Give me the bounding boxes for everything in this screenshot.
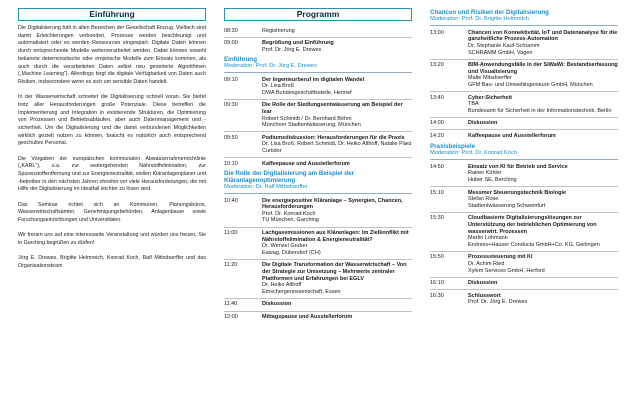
slot-body (468, 293, 618, 306)
slot-speaker: Bundesamt für Sicherheit in der Informationstechnik, Berlin (468, 107, 612, 114)
schedule-slot (430, 92, 618, 118)
slot-time: 13:00 (430, 29, 444, 36)
slot-body (262, 262, 412, 295)
section-divider (224, 193, 412, 194)
slot-speaker: Eawag, Dübendorf (CH) (262, 249, 321, 256)
schedule-slot (224, 132, 412, 158)
slot-speaker: Dr. Lisa Broß (262, 83, 295, 90)
section-divider (430, 159, 618, 160)
slot-speaker: Stefan Rose (468, 196, 499, 203)
slot-body (468, 190, 618, 210)
program-block (224, 195, 412, 323)
slot-time: 11:40 (224, 301, 238, 308)
slot-title: Einsatz von KI für Betrieb und Service (468, 163, 568, 170)
slot-time: 11:20 (224, 262, 238, 269)
slot-title: Cloudbasierte Digitalisierungslösungen zur Unterstützung der betrieblichen Optimierung von wasserwirt. Prozessen (468, 215, 597, 235)
schedule-slot (224, 195, 412, 227)
slot-speaker: Martin Lohmann (468, 235, 508, 242)
schedule-slot (224, 38, 412, 56)
slot-speaker: Dr. Stephanie Kauf-Schramm (468, 42, 540, 49)
intro-paragraph: In der Wasserwirtschaft schreitet die Digitalisierung schnell voran. Sie bietet trotz aller Herausforderungen große Potenziale. Diese betreffen die Implementierung und Integration in existierende Strukturen, die Optimierung von Prozessen und Betriebsabläufen, aber auch Datenmanagement und -sicherheit. Um die Digitalisierung und die damit verbundenen Möglichkeiten wirklich gezielt nutzen zu können, braucht es natürlich auch entsprechend geschultes Personal. (18, 94, 206, 147)
schedule-slot (224, 299, 412, 312)
schedule-slot (224, 25, 412, 38)
section-moderation: Moderation: Dr. Ralf Mittsdoerffer (224, 184, 308, 191)
slot-time: 16:10 (430, 280, 444, 287)
intro-paragraph: Die Vorgaben der europäischen kommunalen Abwasserrahmenrichtlinie („KARL“), u.a. zur weitergehenden Nährstoffelimination, zur Spurenstoffentfernung und zur Energieneutralität, stellen Kläranlagenplaner und -betreiber in den nächsten Jahren ohnehin vor viele Herausforderungen, die mit Hilfe der Digitalisierung im Idealfall leichter zu lösen sind. (18, 155, 206, 193)
slot-title: Kaffeepause und Ausstellerforum (468, 132, 556, 139)
slot-title: Registrierung (262, 27, 295, 34)
slot-body (262, 301, 412, 308)
slot-body (262, 314, 412, 321)
slot-title: Cyber-Sicherheit (468, 94, 513, 101)
slot-title: Lachgasemissionen aus Kläranlagen: Im Zielkonflikt mit Nährstoffelimination & Energieneutralität? (262, 230, 409, 243)
intro-heading: Einführung (18, 8, 206, 21)
slot-time: 11:00 (224, 230, 238, 237)
slot-speaker: Dr. Lisa Broß, Robert Schmidt, Dr. Heiko Althoff, Natalie Páez Curtidor (262, 141, 412, 154)
slot-title: Kaffeepause und Ausstellerforum (262, 160, 350, 167)
slot-title: Chancen von Konnektivität, IoT und Datenanalyse für die ganzheitliche Prozess-Automation (468, 29, 618, 43)
schedule-slot (224, 228, 412, 260)
slot-speaker: Dr. Wenzel Gruber (262, 243, 308, 250)
slot-title: Die Rolle der Siedlungsentwässerung am Beispiel der Isar (262, 102, 403, 115)
slot-body (262, 77, 412, 97)
slot-title: Podiumsdiskussion: Herausforderungen für die Praxis (262, 134, 405, 141)
slot-body (468, 280, 618, 287)
slot-title: Diskussion (468, 280, 498, 287)
slot-speaker: Huber SE, Berching (468, 177, 517, 183)
schedule-slot (430, 27, 618, 59)
slot-body (262, 161, 412, 168)
program-block (430, 161, 618, 308)
slot-title: Begrüßung und Einführung (262, 40, 334, 47)
slot-time: 14:00 (430, 120, 444, 127)
slot-time: 13:20 (430, 62, 444, 69)
slot-speaker: Prof. Dr. Jörg E. Drewes (468, 299, 528, 306)
slot-title: Messmer Steuerungstechnik Biologie (468, 189, 567, 196)
slot-body (468, 164, 618, 184)
slot-time: 09:10 (224, 76, 238, 83)
slot-time: 14:50 (430, 163, 444, 170)
program-opening (224, 25, 412, 56)
slot-speaker: Rainer Köhler (468, 170, 502, 177)
slot-title: Schlusswort (468, 292, 501, 299)
slot-body (262, 135, 412, 155)
intro-column (18, 8, 206, 278)
slot-speaker: GFM Bau- und Umweltingenieure GmbH, München (468, 81, 593, 88)
section-title: Chancen und Risiken der Digitalisierung (430, 9, 549, 16)
slot-body (468, 215, 618, 248)
section-moderation: Moderation: Prof. Dr. Brigitte Helmreich (430, 16, 529, 23)
slot-speaker: Prof. Dr. Konrad Koch (262, 210, 316, 217)
slot-title: BIM-Anwendungsfälle in der SiWaWi: Bestandserfassung und Visualisierung (468, 62, 618, 75)
slot-time: 08:30 (224, 27, 238, 34)
section-divider (224, 72, 412, 73)
section-title: Einführung (224, 55, 257, 63)
slot-speaker: Emschergenossenschaft, Essen (262, 288, 341, 295)
schedule-slot (224, 158, 412, 170)
intro-paragraph: Jörg E. Drewes, Brigitte Helmreich, Konrad Koch, Ralf Mittsdoerffer und das Organisationsteam (18, 255, 206, 269)
slot-title: Diskussion (262, 301, 292, 308)
schedule-slot (430, 161, 618, 187)
slot-speaker: Dr. Achim Ried (468, 260, 505, 267)
slot-time: 15:50 (430, 254, 444, 261)
slot-title: Mittagspause und Ausstellerforum (262, 314, 353, 321)
slot-title: Prozesssteuerung mit KI (468, 254, 533, 261)
slot-time: 12:00 (224, 314, 238, 321)
schedule-slot (430, 130, 618, 142)
program-block (430, 27, 618, 142)
slot-body (262, 102, 412, 128)
schedule-slot (430, 213, 618, 252)
slot-body (262, 40, 412, 53)
program-block (224, 74, 412, 170)
schedule-slot (430, 60, 618, 92)
slot-speaker: Xylem Services GmbH, Herford (468, 267, 545, 274)
slot-speaker: Münchner Stadtentwässerung, München (262, 122, 361, 129)
slot-speaker: Robert Schmidt / Dr. Bernhard Böhm (262, 115, 352, 122)
schedule-slot (430, 278, 618, 291)
slot-time: 13:40 (430, 94, 444, 101)
intro-paragraph: Wir freuen uns auf eine interessante Veranstaltung und würden uns freuen, Sie in Garching begrüßen zu dürfen! (18, 232, 206, 246)
schedule-slot (430, 187, 618, 213)
section-moderation: Moderation: Prof. Dr. Konrad Koch (430, 150, 517, 157)
slot-body (468, 120, 618, 127)
schedule-slot (430, 118, 618, 131)
slot-time: 09:50 (224, 134, 238, 141)
slot-speaker: SCHRAMM GmbH, Vagen (468, 49, 533, 56)
section-moderation: Moderation: Prof. Dr. Jörg E. Drewes (224, 63, 317, 70)
slot-time: 15:10 (430, 189, 444, 196)
slot-speaker: Stadtentwässerung Schweinfurt (468, 202, 546, 209)
slot-speaker: Dr. Heiko Althoff (262, 282, 302, 289)
slot-time: 10:10 (224, 160, 238, 167)
slot-body (262, 198, 412, 224)
slot-speaker: Malte Mitsdoerffer (468, 75, 512, 82)
slot-speaker: DWA Bundesgeschäftsstelle, Hennef (262, 89, 352, 96)
slot-body (468, 62, 618, 88)
slot-body (262, 28, 412, 35)
slot-speaker: TU München, Garching (262, 217, 319, 224)
intro-paragraph: Die Digitalisierung hält in allen Bereichen der Gesellschaft Einzug. Vielfach sind damit Erleichterungen verbunden, Prozesse werden beschleunigt und automatisiert oder es werden Ressourcen eingespart. Digitale Daten können durch entsprechende Modelle weiterverarbeitet werden. Dabei können sowohl bekannte deterministische oder empirische Modelle zum Einsatz kommen, als auch durch die verarbeiteten Daten selbst neu generierte Algorithmen („Machine Learning“). Allerdings birgt die digitale Verfügbarkeit von Daten auch Risiken, insbesondere wenn es sich um sensible Daten handelt. (18, 25, 206, 85)
slot-time: 14:20 (430, 132, 444, 139)
slot-speaker: TBA (468, 101, 479, 108)
slot-time: 10:40 (224, 197, 238, 204)
schedule-slot (224, 100, 412, 132)
program-heading: Programm (224, 8, 412, 21)
slot-title: Die Digitale Transformation der Wasserwirtschaft – Von der Strategie zur Umsetzung – Mehrwerte zentraler Plattformen und Erfahrungen bei EGLV (262, 262, 407, 282)
schedule-slot (430, 252, 618, 278)
slot-title: Die energiepositive Kläranlage – Synergien, Chancen, Herausforderungen (262, 197, 403, 211)
slot-body (468, 133, 618, 140)
schedule-slot (430, 290, 618, 308)
schedule-slot (224, 74, 412, 100)
slot-speaker: Prof. Dr. Jörg E. Drewes (262, 46, 322, 53)
section-title: Praxisbeispiele (430, 143, 476, 151)
slot-time: 16:30 (430, 292, 444, 299)
slot-time: 15:30 (430, 215, 444, 222)
section-title: Die Rolle der Digitalisierung am Beispiel der Kläranlagenoptimierung (224, 169, 354, 184)
program-column (224, 8, 412, 323)
slot-time: 09:00 (224, 40, 238, 47)
program-column-continued (430, 8, 618, 308)
intro-paragraph: Das Seminar richtet sich an Kommunen, Planungsbüros, Wasserwirtschaftsämter, Genehmigungsbehörden, Anlagenbauer sowie Forschungseinrichtungen und Universitäten. (18, 201, 206, 223)
schedule-slot (224, 312, 412, 324)
slot-body (468, 254, 618, 274)
slot-title: Diskussion (468, 120, 498, 127)
slot-time: 09:30 (224, 102, 238, 109)
schedule-slot (224, 260, 412, 299)
slot-body (262, 230, 412, 256)
slot-body (468, 30, 618, 56)
slot-body (468, 95, 618, 115)
slot-speaker: Endress+Hauser Conducta GmbH+Co. KG, Gerlingen (468, 241, 600, 248)
section-divider (430, 25, 618, 26)
slot-title: Der Ingenieurberuf im digitalen Wandel (262, 76, 365, 83)
